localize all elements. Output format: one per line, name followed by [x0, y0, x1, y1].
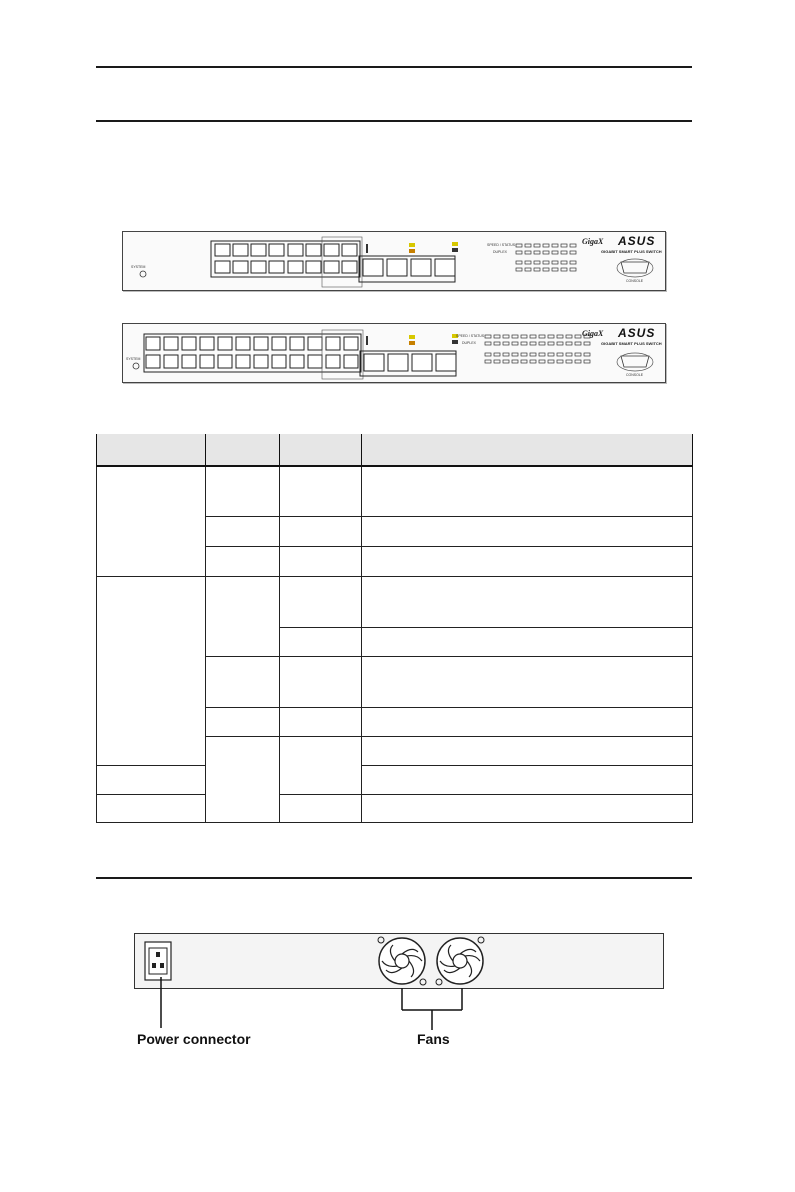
top-rule: [96, 120, 692, 122]
speed-status-label: SPEED / STATUS: [456, 334, 485, 338]
system-label: SYSTEM: [131, 265, 146, 269]
power-connector-label: Power connector: [137, 1031, 251, 1047]
table-row: [97, 794, 693, 822]
table-cell: [206, 466, 280, 516]
table-cell: [362, 765, 693, 794]
table-cell: [362, 627, 693, 656]
table-cell: [280, 546, 362, 576]
table-cell: [97, 466, 206, 576]
top-rule: [96, 66, 692, 68]
model-label: GIGABIT SMART PLUS SWITCH: [601, 341, 662, 346]
table-cell: [206, 576, 280, 656]
asus-logo: ASUS: [618, 234, 656, 248]
table-header-cell: [362, 434, 693, 466]
table-cell: [97, 794, 206, 822]
system-label: SYSTEM: [126, 357, 141, 361]
table-row: [97, 765, 693, 794]
brand-series-logo: GigaX: [582, 329, 604, 338]
table-cell: [206, 656, 280, 707]
table-cell: [362, 546, 693, 576]
table-header-row: [97, 434, 693, 466]
table-cell: [362, 576, 693, 627]
table-cell: [280, 794, 362, 822]
led-indicator-table: [96, 434, 693, 823]
duplex-label: DUPLEX: [493, 250, 508, 254]
table-cell: [362, 466, 693, 516]
table-cell: [280, 707, 362, 736]
brand-series-logo: GigaX: [582, 237, 604, 246]
table-cell: [362, 516, 693, 546]
table-cell: [97, 765, 206, 794]
table-row: [97, 576, 693, 627]
duplex-label: DUPLEX: [462, 341, 477, 345]
table-cell: [280, 736, 362, 794]
table-cell: [206, 516, 280, 546]
asus-logo: ASUS: [618, 326, 656, 340]
fans-label: Fans: [417, 1031, 450, 1047]
table-header-cell: [280, 434, 362, 466]
fan-icon: [378, 937, 426, 985]
fan-icon: [436, 937, 484, 985]
table-row: [97, 466, 693, 516]
table-cell: [280, 627, 362, 656]
table-cell: [206, 707, 280, 736]
console-label: CONSOLE: [626, 373, 644, 377]
front-panel-16-port: [122, 231, 666, 291]
table-cell: [280, 576, 362, 627]
table-cell: [97, 576, 206, 765]
table-cell: [206, 546, 280, 576]
table-cell: [362, 736, 693, 765]
front-panel-24-port: [122, 323, 666, 383]
section-rule: [96, 877, 692, 879]
table-cell: [280, 466, 362, 516]
table-cell: [362, 794, 693, 822]
fans-drawing: [372, 934, 512, 994]
table-cell: [280, 656, 362, 707]
speed-status-label: SPEED / STATUS: [487, 243, 516, 247]
table-cell: [206, 736, 280, 822]
table-header-cell: [206, 434, 280, 466]
table-header-cell: [97, 434, 206, 466]
table-cell: [280, 516, 362, 546]
model-label: GIGABIT SMART PLUS SWITCH: [601, 249, 662, 254]
table-cell: [362, 707, 693, 736]
table-cell: [362, 656, 693, 707]
console-label: CONSOLE: [626, 279, 644, 283]
